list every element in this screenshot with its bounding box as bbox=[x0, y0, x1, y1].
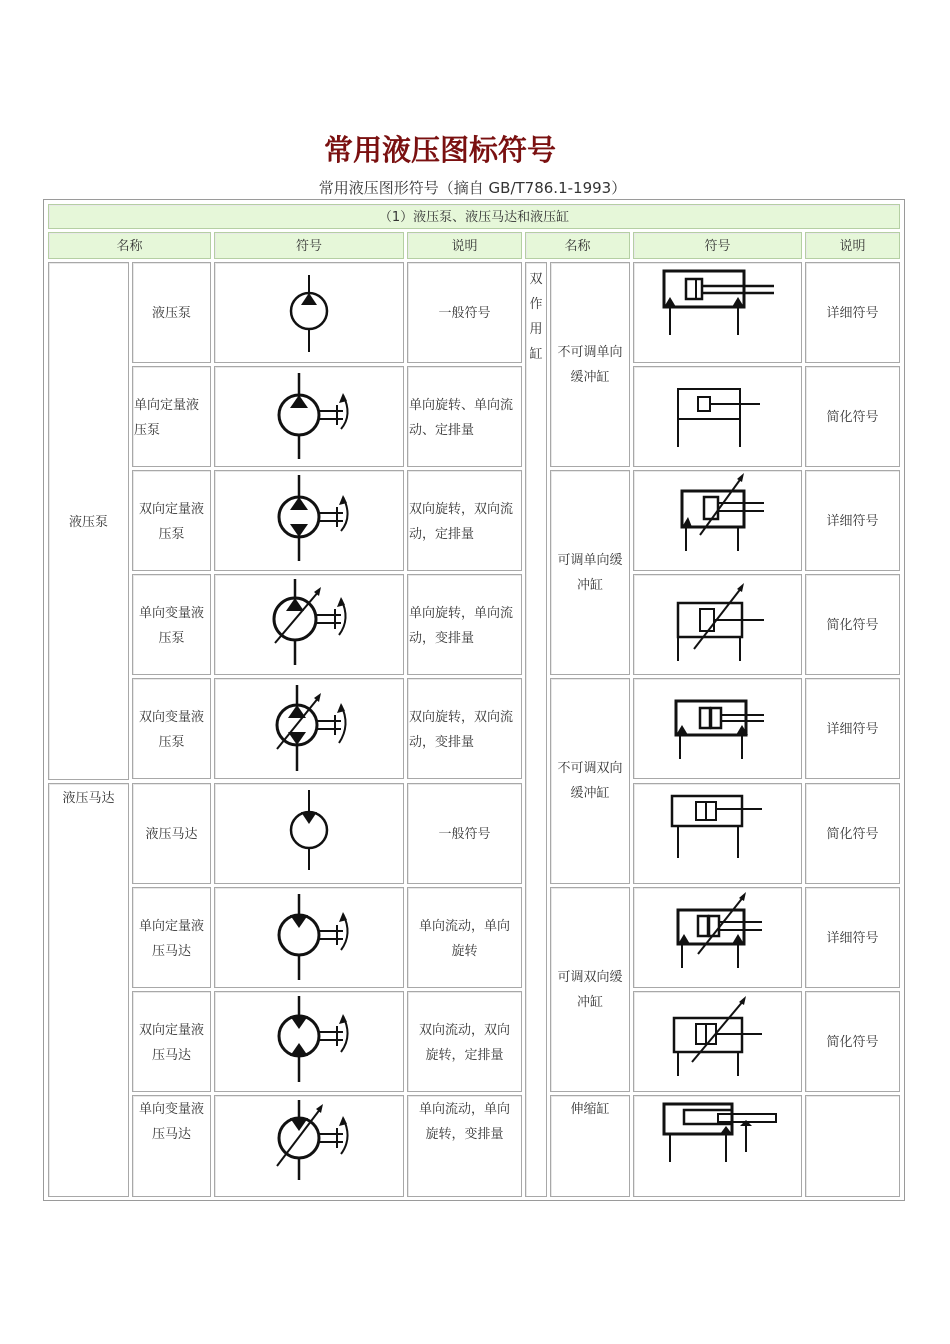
list-item: 液压马达 bbox=[132, 783, 211, 884]
non-adjustable-double-cushion-cylinder-detailed-icon bbox=[634, 679, 801, 778]
group-name-cell: 可调单向缓冲缸 bbox=[550, 470, 630, 675]
group-name-cell: 不可调单向缓冲缸 bbox=[550, 262, 630, 467]
group-hydraulic-motor: 液压马达 bbox=[48, 783, 129, 1197]
symbol-cell bbox=[633, 1095, 802, 1197]
bidirectional-variable-pump-icon bbox=[215, 679, 403, 778]
list-item: 液压泵 bbox=[132, 262, 211, 363]
list-item: 双向定量液压泵 bbox=[132, 470, 211, 571]
note-cell: 单向旋转，单向流动，变排量 bbox=[407, 574, 522, 675]
note-cell: 单向旋转、单向流动、定排量 bbox=[407, 366, 522, 467]
note-cell: 详细符号 bbox=[805, 887, 900, 988]
symbol-cell bbox=[214, 1095, 404, 1197]
header-note-right: 说明 bbox=[805, 232, 900, 259]
note-cell: 详细符号 bbox=[805, 470, 900, 571]
symbol-cell bbox=[633, 574, 802, 675]
note-cell: 单向流动，单向旋转 bbox=[407, 887, 522, 988]
section-title-bar bbox=[48, 204, 900, 229]
symbol-cell bbox=[633, 991, 802, 1092]
adjustable-double-cushion-cylinder-simplified-icon bbox=[634, 992, 801, 1091]
header-symbol-right: 符号 bbox=[633, 232, 802, 259]
symbol-cell bbox=[214, 366, 404, 467]
non-adjustable-single-cushion-cylinder-simplified-icon bbox=[634, 367, 801, 466]
unidirectional-fixed-motor-icon bbox=[215, 888, 403, 987]
symbol-cell bbox=[214, 887, 404, 988]
bidirectional-fixed-pump-icon bbox=[215, 471, 403, 570]
note-cell: 简化符号 bbox=[805, 574, 900, 675]
note-cell: 简化符号 bbox=[805, 366, 900, 467]
list-item: 单向定量液压泵 bbox=[132, 366, 211, 467]
page-subtitle: 常用液压图形符号（摘自 GB/T786.1-1993） bbox=[318, 179, 627, 197]
adjustable-double-cushion-cylinder-detailed-icon bbox=[634, 888, 801, 987]
page-title: 常用液压图标符号 bbox=[323, 133, 556, 167]
unidirectional-variable-motor-icon bbox=[215, 1096, 403, 1196]
list-item: 单向变量液压泵 bbox=[132, 574, 211, 675]
group-name-cell: 不可调双向缓冲缸 bbox=[550, 678, 630, 884]
group-double-acting-cylinder: 双作用缸 bbox=[525, 262, 547, 1197]
section-title: （1）液压泵、液压马达和液压缸 bbox=[378, 210, 570, 225]
symbol-table bbox=[43, 199, 905, 1201]
adjustable-single-cushion-cylinder-detailed-icon bbox=[634, 471, 801, 570]
list-item: 单向变量液压马达 bbox=[132, 1095, 211, 1197]
note-cell: 一般符号 bbox=[407, 783, 522, 884]
symbol-cell bbox=[633, 887, 802, 988]
symbol-cell bbox=[633, 678, 802, 779]
note-cell: 详细符号 bbox=[805, 678, 900, 779]
unidirectional-variable-pump-icon bbox=[215, 575, 403, 674]
group-hydraulic-pump: 液压泵 bbox=[48, 262, 129, 780]
symbol-cell bbox=[633, 262, 802, 363]
pump-general-icon bbox=[215, 263, 403, 362]
note-cell: 单向流动，单向旋转，变排量 bbox=[407, 1095, 522, 1197]
note-cell: 简化符号 bbox=[805, 783, 900, 884]
telescopic-cylinder-icon bbox=[634, 1096, 801, 1196]
note-cell: 双向旋转，双向流动，变排量 bbox=[407, 678, 522, 779]
list-item: 双向定量液压马达 bbox=[132, 991, 211, 1092]
header-note: 说明 bbox=[407, 232, 522, 259]
bidirectional-fixed-motor-icon bbox=[215, 992, 403, 1091]
symbol-cell bbox=[214, 783, 404, 884]
motor-general-icon bbox=[215, 784, 403, 883]
list-item: 双向变量液压泵 bbox=[132, 678, 211, 779]
group-name-cell: 可调双向缓冲缸 bbox=[550, 887, 630, 1092]
symbol-cell bbox=[214, 470, 404, 571]
note-cell bbox=[805, 1095, 900, 1197]
symbol-cell bbox=[214, 262, 404, 363]
header-name-right: 名称 bbox=[525, 232, 630, 259]
symbol-cell bbox=[633, 783, 802, 884]
symbol-cell bbox=[214, 991, 404, 1092]
note-cell: 双向流动，双向旋转，定排量 bbox=[407, 991, 522, 1092]
non-adjustable-double-cushion-cylinder-simplified-icon bbox=[634, 784, 801, 883]
list-item: 单向定量液压马达 bbox=[132, 887, 211, 988]
note-cell: 简化符号 bbox=[805, 991, 900, 1092]
symbol-cell bbox=[214, 574, 404, 675]
symbol-cell bbox=[633, 366, 802, 467]
unidirectional-fixed-pump-icon bbox=[215, 367, 403, 466]
header-name: 名称 bbox=[48, 232, 211, 259]
non-adjustable-single-cushion-cylinder-detailed-icon bbox=[634, 263, 801, 362]
header-symbol: 符号 bbox=[214, 232, 404, 259]
group-name-cell: 伸缩缸 bbox=[550, 1095, 630, 1197]
note-cell: 一般符号 bbox=[407, 262, 522, 363]
note-cell: 详细符号 bbox=[805, 262, 900, 363]
symbol-cell bbox=[633, 470, 802, 571]
note-cell: 双向旋转，双向流动，定排量 bbox=[407, 470, 522, 571]
adjustable-single-cushion-cylinder-simplified-icon bbox=[634, 575, 801, 674]
symbol-cell bbox=[214, 678, 404, 779]
